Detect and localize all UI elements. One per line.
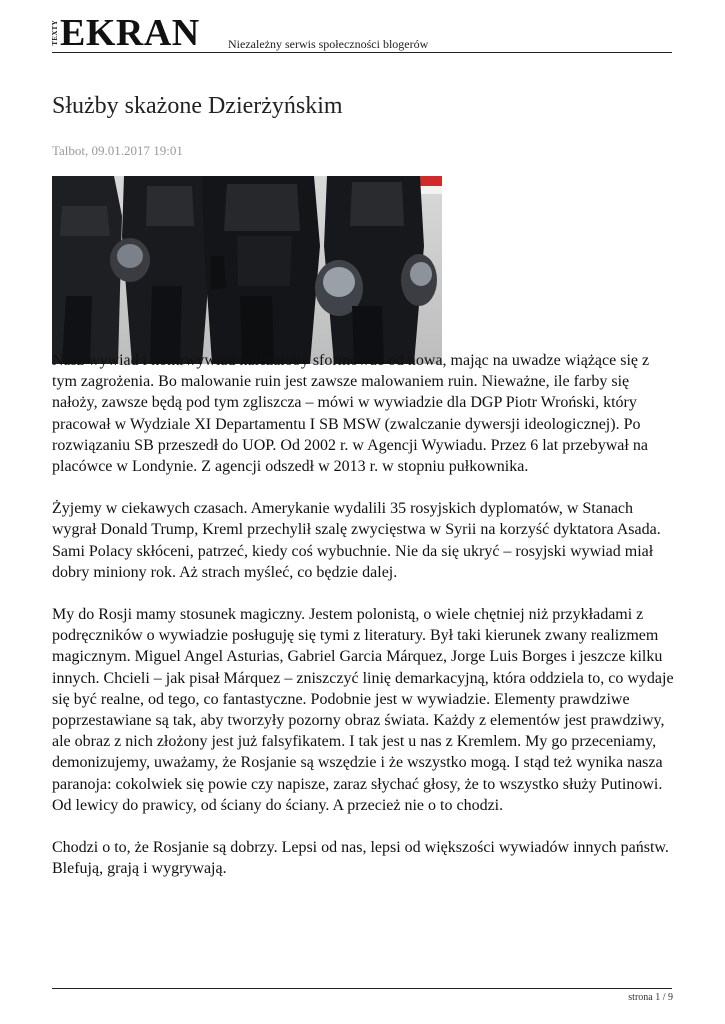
article-paragraph-3: My do Rosji mamy stosunek magiczny. Jestem polonistą, o wiele chętniej niż przykładami z podręczników o wywiadzie posługuję się tymi z literatury. Był taki kierunek zwany realizmem magicznym. Miguel Angel Asturias, Gabriel Garcia Márquez, Jorge Luis Borges i jeszcze kilku innych. Chcieli – jak pisał Márquez – zniszczyć linię demarkacyjną, która oddziela to, co wydaje się być realne, od tego, co fantastyczne. Podobnie jest w wywiadzie. Elementy prawdziwe poprzestawiane są tak, aby tworzyły pozorny obraz świata. Każdy z elementów jest prawdziwy, ale obraz z nich złożony jest już falsyfikatem. I tak jest u nas z Kremlem. My go przeceniamy, demonizujemy, uważamy, że Rosjanie są wszędzie i że wszystko mogą. I stąd też wynika nasza paranoja: cokolwiek się powie czy napisze, zaraz słychać głosy, że to wszystko służy Putinowi. Od lewicy do prawicy, od ściany do ściany. A przecież nie o to chodzi.: [52, 606, 674, 814]
footer-rule: [52, 988, 672, 989]
article-body: [52, 350, 677, 900]
logo-mark: TEXTY: [51, 20, 59, 46]
article-paragraph-2: Żyjemy w ciekawych czasach. Amerykanie wydalili 35 rosyjskich dyplomatów, w Stanach wygrał Donald Trump, Kreml przechylił szalę zwycięstwa w Syrii na korzyść dyktatora Asada. Sami Polacy skłóceni, patrzeć, kiedy coś wybuchnie. Nie da się ukryć – rosyjski wywiad miał dobry miniony rok. Aż strach myśleć, co będzie dalej.: [52, 500, 661, 581]
article-photo: [52, 176, 442, 364]
article-paragraph-1: Nasz wywiad i kontrwywiad należałoby sformować od nowa, mając na uwadze wiążące się z tym zagrożenia. Bo malowanie ruin jest zawsze malowaniem ruin. Nieważne, ile farby się nałoży, zawsze będą pod tym zgliszcza – mówi w wywiadzie dla DGP Piotr Wroński, który pracował w Wydziale XI Departamentu I SB MSW (zwalczanie dywersji ideologicznej). Po rozwiązaniu SB przeszedł do UOP. Od 2002 r. w Agencji Wywiadu. Przez 6 lat przebywał na placówce w Londynie. Z agencji odszedł w 2013 r. w stopniu pułkownika.: [52, 352, 650, 476]
article-title: Służby skażone Dzierżyńskim: [52, 93, 343, 119]
site-logo[interactable]: [51, 12, 200, 54]
riot-police-photo: [52, 176, 442, 364]
logo-text: EKRAN: [60, 12, 200, 54]
article-meta: Talbot, 09.01.2017 19:01: [52, 143, 183, 158]
page-number: strona 1 / 9: [628, 992, 673, 1003]
site-header: [52, 14, 672, 53]
article-paragraph-4: Chodzi o to, że Rosjanie są dobrzy. Lepsi od nas, lepsi od większości wywiadów innych państw. Blefują, grają i wygrywają.: [52, 839, 669, 878]
site-tagline: Niezależny serwis społeczności blogerów: [228, 37, 429, 51]
